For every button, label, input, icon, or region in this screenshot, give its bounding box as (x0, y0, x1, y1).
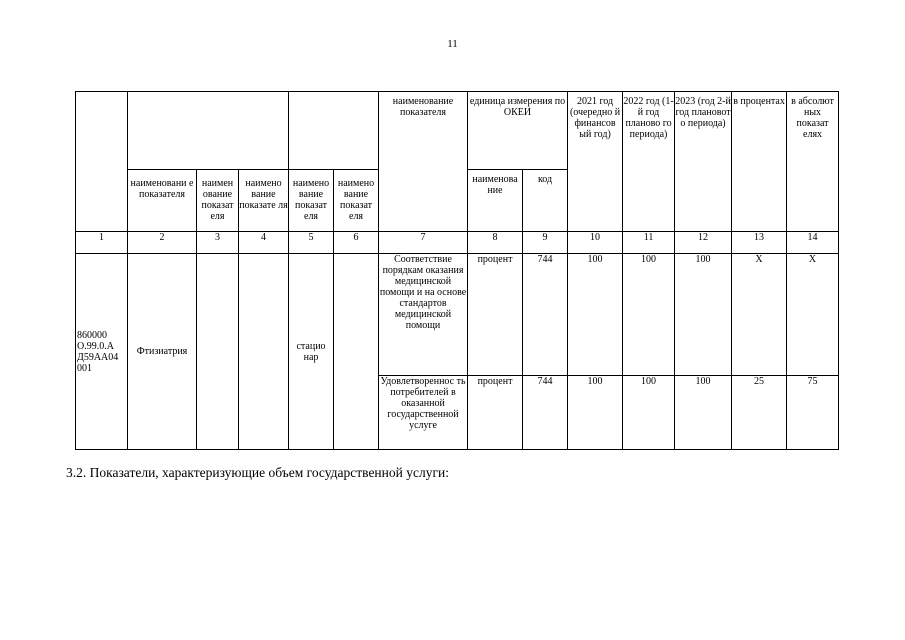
value-2022: 100 (623, 376, 675, 450)
empty-cell (334, 254, 379, 450)
column-number: 7 (379, 232, 468, 254)
deviation-absolute: 75 (787, 376, 839, 450)
column-number: 10 (568, 232, 623, 254)
empty-cell (239, 254, 289, 450)
indicator-name: Соответствие порядкам оказания медицинской помощи и на основе стандартов медицинской помощи (379, 254, 468, 376)
header-year-2022: 2022 год (1-й год планово го периода) (623, 92, 675, 232)
header-year-2021: 2021 год (очередно й финансов ый год) (568, 92, 623, 232)
column-number: 4 (239, 232, 289, 254)
header-blank-content (128, 92, 289, 170)
page-number: 11 (447, 38, 458, 50)
column-number: 6 (334, 232, 379, 254)
header-sub-c4: наимено вание показате ля (239, 170, 289, 232)
header-blank-1 (76, 92, 128, 232)
value-2022: 100 (623, 254, 675, 376)
column-number: 1 (76, 232, 128, 254)
unit-name: процент (468, 254, 523, 376)
value-2023: 100 (675, 376, 732, 450)
header-sub-c6: наимено вание показат еля (334, 170, 379, 232)
header-unit-okei: единица измерения по ОКЕИ (468, 92, 568, 170)
header-row-1 (76, 92, 839, 170)
value-2023: 100 (675, 254, 732, 376)
column-number: 8 (468, 232, 523, 254)
column-number: 13 (732, 232, 787, 254)
header-unit-name: наименова ние (468, 170, 523, 232)
value-2021: 100 (568, 376, 623, 450)
column-number: 2 (128, 232, 197, 254)
header-unit-code: код (523, 170, 568, 232)
unit-code: 744 (523, 376, 568, 450)
service-content: Фтизиатрия (128, 254, 197, 450)
column-number: 11 (623, 232, 675, 254)
unit-name: процент (468, 376, 523, 450)
header-blank-condition (289, 92, 379, 170)
value-2021: 100 (568, 254, 623, 376)
unit-code: 744 (523, 254, 568, 376)
quality-indicators-table (75, 91, 839, 450)
deviation-percent: 25 (732, 376, 787, 450)
column-number: 9 (523, 232, 568, 254)
indicator-name: Удовлетвореннос ть потребителей в оказанной государственной услуге (379, 376, 468, 450)
header-in-absolute: в абсолют ных показат елях (787, 92, 839, 232)
header-sub-c2: наименовани е показателя (128, 170, 197, 232)
registry-number: 860000 О.99.0.А Д59АА04 001 (76, 254, 128, 450)
section-heading: 3.2. Показатели, характеризующие объем государственной услуги: (66, 465, 449, 480)
deviation-absolute: Х (787, 254, 839, 376)
column-number: 3 (197, 232, 239, 254)
empty-cell (197, 254, 239, 450)
header-sub-c3: наимен ование показат еля (197, 170, 239, 232)
column-numbers-row (76, 232, 839, 254)
service-condition: стацио нар (289, 254, 334, 450)
header-sub-c5: наимено вание показат еля (289, 170, 334, 232)
column-number: 5 (289, 232, 334, 254)
column-number: 12 (675, 232, 732, 254)
header-in-percent: в процентах (732, 92, 787, 232)
column-number: 14 (787, 232, 839, 254)
deviation-percent: Х (732, 254, 787, 376)
header-year-2023: 2023 (год 2-й год плановот о периода) (675, 92, 732, 232)
table-row (76, 254, 839, 376)
header-indicator-name: наименование показателя (379, 92, 468, 232)
